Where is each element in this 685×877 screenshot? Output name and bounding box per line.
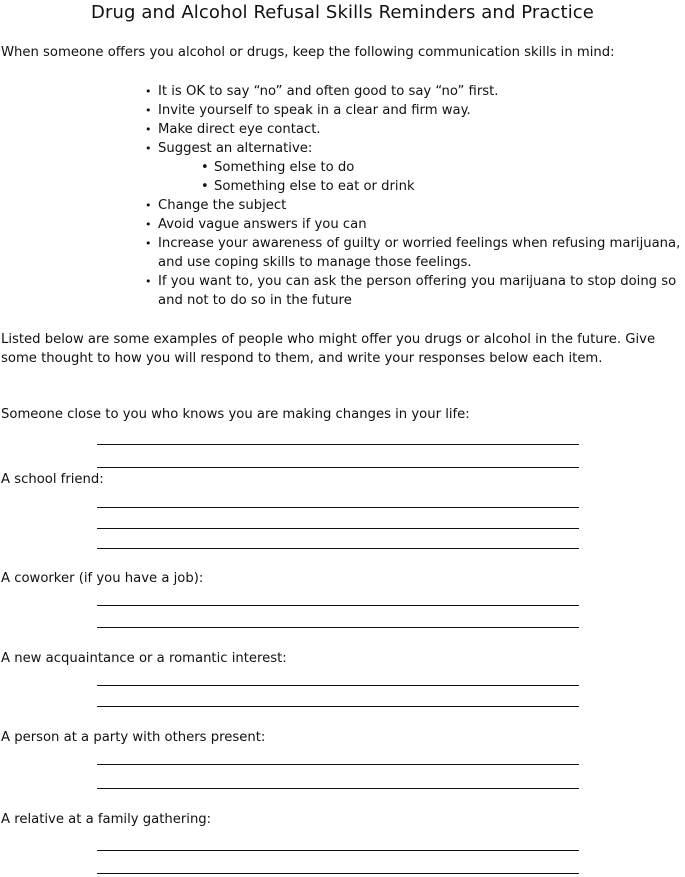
- list-item: [144, 139, 684, 196]
- skills-list: [144, 82, 684, 310]
- answer-line[interactable]: [97, 627, 579, 628]
- list-item: [144, 234, 684, 272]
- bullet-icon: •: [145, 275, 152, 288]
- list-item-text: It is OK to say “no” and often good to say “no” first.: [158, 84, 499, 99]
- instructions-text: Listed below are some examples of people who might offer you drugs or alcohol in the future. Give some thought to how you will respond to them, and write your responses below each item.: [1, 332, 656, 366]
- list-item-text: Avoid vague answers if you can: [158, 217, 367, 232]
- list-item-text: Change the subject: [158, 198, 287, 213]
- answer-line[interactable]: [97, 605, 579, 606]
- answer-line[interactable]: [97, 444, 579, 445]
- list-item: [144, 101, 684, 120]
- sub-list-item-text: Something else to do: [214, 160, 355, 175]
- bullet-icon: •: [201, 160, 209, 175]
- answer-line[interactable]: [97, 788, 579, 789]
- prompt-school-friend: A school friend:: [1, 472, 104, 487]
- prompt-close-person: Someone close to you who knows you are making changes in your life:: [1, 407, 470, 422]
- bullet-icon: •: [145, 85, 152, 98]
- bullet-icon: •: [145, 104, 152, 117]
- answer-line[interactable]: [97, 685, 579, 686]
- list-item: [144, 196, 684, 215]
- answer-line[interactable]: [97, 706, 579, 707]
- bullet-icon: •: [145, 237, 152, 250]
- list-item: [144, 215, 684, 234]
- bullet-icon: •: [145, 142, 152, 155]
- sub-list-item: [200, 158, 684, 177]
- list-item-text: Invite yourself to speak in a clear and firm way.: [158, 103, 471, 118]
- answer-line[interactable]: [97, 850, 579, 851]
- intro-text: When someone offers you alcohol or drugs, keep the following communication skills in mind:: [1, 45, 615, 60]
- prompt-coworker: A coworker (if you have a job):: [1, 571, 204, 586]
- answer-line[interactable]: [97, 467, 579, 468]
- bullet-icon: •: [145, 218, 152, 231]
- page-title: Drug and Alcohol Refusal Skills Reminders and Practice: [91, 2, 594, 23]
- list-item-text: Suggest an alternative:: [158, 141, 313, 156]
- list-item: [144, 82, 684, 101]
- prompt-relative: A relative at a family gathering:: [1, 812, 212, 827]
- prompt-party-person: A person at a party with others present:: [1, 730, 266, 745]
- list-item-text: Increase your awareness of guilty or worried feelings when refusing marijuana, and use coping skills to manage those feelings.: [158, 236, 681, 270]
- list-item: [144, 272, 684, 310]
- sub-list-item: [200, 177, 684, 196]
- list-item: [144, 120, 684, 139]
- bullet-icon: •: [201, 179, 209, 194]
- answer-line[interactable]: [97, 548, 579, 549]
- prompt-new-acquaintance: A new acquaintance or a romantic interest:: [1, 651, 287, 666]
- answer-line[interactable]: [97, 764, 579, 765]
- answer-line[interactable]: [97, 873, 579, 874]
- sub-list-item-text: Something else to eat or drink: [214, 179, 415, 194]
- list-item-text: If you want to, you can ask the person offering you marijuana to stop doing so and not to do so in the future: [158, 274, 677, 308]
- bullet-icon: •: [145, 199, 152, 212]
- bullet-icon: •: [145, 123, 152, 136]
- list-item-text: Make direct eye contact.: [158, 122, 321, 137]
- answer-line[interactable]: [97, 528, 579, 529]
- alternatives-sublist: [158, 158, 684, 196]
- answer-line[interactable]: [97, 507, 579, 508]
